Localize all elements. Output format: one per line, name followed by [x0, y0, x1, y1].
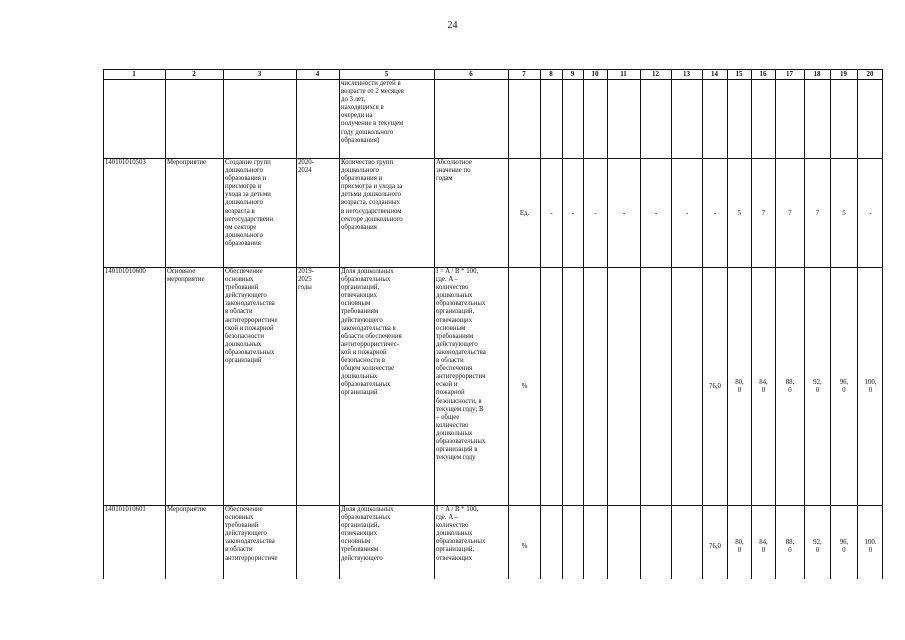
row-unit	[510, 369, 539, 405]
row-value	[704, 369, 726, 405]
row-value	[704, 207, 726, 221]
cell-text: -	[571, 209, 575, 217]
cell-text: 5	[737, 209, 742, 217]
column-rule	[830, 69, 831, 579]
row-value	[673, 207, 701, 221]
cell-text: -	[869, 209, 872, 217]
row-type: Мероприятие	[167, 159, 207, 166]
column-rule	[607, 69, 608, 579]
row-value	[753, 531, 774, 563]
carry-over-text: численности детей в возрасте от 2 месяцев до 3 лет, находящихся в очереди на получение в текущем году дошкольного образования)	[341, 80, 404, 144]
column-rule	[882, 69, 883, 579]
cell-text: 84, 0	[759, 538, 768, 554]
row-code: 140101010601	[105, 506, 146, 513]
row-name: Обеспечение основных требований действующего законодательства в области антитеррористиче	[225, 506, 278, 562]
column-rule	[562, 69, 563, 579]
row-code: 140101010600	[105, 268, 146, 275]
cell-text: 80, 0	[735, 378, 744, 394]
column-rule	[804, 69, 805, 579]
row-value	[777, 369, 803, 405]
row-name: Обеспечение основных требований действующего законодательства в области антитеррористиче ской и пожарной безопасности дошкольных образовательных организаций	[225, 268, 278, 365]
cell-text: -	[550, 209, 553, 217]
row-code: 140101010503	[105, 159, 146, 166]
row-value	[859, 369, 882, 405]
cell-text: Ед.	[519, 209, 530, 217]
column-rule	[702, 69, 703, 579]
row-value	[542, 207, 561, 221]
row-value	[806, 369, 829, 405]
cell-text: 96, 0	[839, 538, 849, 554]
row-value	[729, 207, 750, 221]
cell-text: -	[654, 209, 658, 217]
column-rule	[583, 69, 584, 579]
cell-text: 7	[761, 209, 766, 217]
row-value	[832, 369, 856, 405]
cell-text: 100. 0	[864, 538, 877, 554]
row-value	[585, 207, 606, 221]
column-header: 4	[315, 70, 320, 78]
column-rule	[751, 69, 752, 579]
column-rule	[103, 69, 104, 579]
column-header: 1	[132, 70, 136, 78]
cell-text: 80, 0	[735, 538, 744, 554]
column-header: 2	[192, 70, 196, 78]
row-method: Абсолютное значение по годам	[436, 159, 472, 183]
cell-text: 5	[842, 209, 846, 217]
cell-text: 7	[815, 209, 820, 217]
row-value	[729, 531, 750, 563]
row-value	[704, 531, 726, 563]
cell-text: 92, 0	[813, 378, 822, 394]
row-indicator: Доля дошкольных образовательных организаций, отвечающих основным требованиям действующего законодательства в области обеспечения антитеррористичес- кой и пожарной безопасности в общем количестве дошкольных образовательных организаций	[341, 268, 402, 397]
column-header: 7	[522, 70, 526, 78]
row-unit	[510, 531, 539, 563]
column-header: 12	[652, 70, 659, 78]
cell-text: -	[622, 209, 626, 217]
cell-text: -	[685, 209, 689, 217]
cell-text: %	[521, 382, 528, 390]
row-period: 2020- 2024	[298, 159, 314, 175]
cell-text: -	[594, 209, 597, 217]
row-value	[609, 207, 639, 221]
row-value	[642, 207, 670, 221]
row-value	[729, 369, 750, 405]
cell-text: 7	[788, 209, 792, 217]
cell-text: -	[713, 209, 717, 217]
cell-text: 96, 0	[839, 378, 849, 394]
column-header: 8	[549, 70, 553, 78]
row-type: Основное мероприятие	[167, 268, 205, 284]
row-value	[564, 207, 582, 221]
column-rule	[296, 69, 297, 579]
page-number: 24	[447, 20, 458, 31]
column-rule	[540, 69, 541, 579]
column-rule	[508, 69, 509, 579]
cell-text: 76,0	[709, 542, 721, 550]
column-header: 13	[683, 70, 690, 78]
column-header: 15	[735, 70, 743, 78]
row-value	[777, 531, 803, 563]
column-header: 18	[813, 70, 821, 78]
column-header: 20	[866, 70, 874, 78]
column-header: 11	[620, 70, 627, 78]
column-rule	[775, 69, 776, 579]
column-header: 9	[570, 70, 575, 78]
column-header: 5	[384, 70, 389, 78]
row-type: Мероприятие	[167, 506, 207, 513]
data-table	[103, 69, 883, 579]
column-header: 19	[840, 70, 847, 78]
row-indicator: Доля дошкольных образовательных организаций, отвечающих основным требованиям действующего	[341, 506, 394, 562]
cell-text: 92, 0	[813, 538, 822, 554]
row-method: I = A / B * 100, где. A – количество дошкольных образовательных организаций, отвечающих	[436, 506, 486, 562]
row-method: I = A / B * 100, где. A – количество дошкольных образовательных организаций, отвечающих основным требованиям действующего законодательства в области обеспечения антитеррористич еской и пожарной безопасности, в текущем году; B – общее количество дошкольных образовательных организаций в текущем году	[436, 268, 486, 462]
column-rule	[671, 69, 672, 579]
row-value	[806, 207, 829, 221]
column-header: 16	[759, 70, 767, 78]
column-header: 10	[591, 70, 599, 78]
column-rule	[339, 69, 340, 579]
column-header: 17	[786, 70, 793, 78]
column-rule	[727, 69, 728, 579]
table-rule	[103, 79, 883, 80]
row-value	[777, 207, 803, 221]
row-value	[859, 207, 882, 221]
cell-text: 88, 0	[785, 538, 795, 554]
column-rule	[223, 69, 224, 579]
cell-text: 76,0	[709, 382, 721, 390]
column-header: 6	[469, 70, 473, 78]
cell-text: 88, 0	[785, 378, 795, 394]
row-name: Создание групп дошкольного образования и присмотра и ухода за детьми дошкольного возраста в негосударственн ом секторе дошкольного образования	[225, 159, 274, 247]
row-period: 2019- 2025 годы	[298, 268, 314, 292]
row-indicator: Количество групп дошкольного образования и присмотра и ухода за детьми дошкольного возраста, созданных в негосударственном секторе дошкольного образования	[341, 159, 403, 231]
column-rule	[165, 69, 166, 579]
cell-text: %	[521, 542, 528, 550]
row-value	[806, 531, 829, 563]
row-period	[298, 506, 338, 579]
row-value	[832, 531, 856, 563]
row-value	[859, 531, 882, 563]
row-value	[753, 369, 774, 405]
column-rule	[640, 69, 641, 579]
cell-text: 100, 0	[864, 378, 877, 394]
column-rule	[434, 69, 435, 579]
column-header: 3	[257, 70, 262, 78]
row-unit	[510, 207, 539, 221]
row-value	[832, 207, 856, 221]
column-header: 14	[711, 70, 718, 78]
row-value	[753, 207, 774, 221]
column-rule	[857, 69, 858, 579]
cell-text: 84, 0	[759, 378, 768, 394]
